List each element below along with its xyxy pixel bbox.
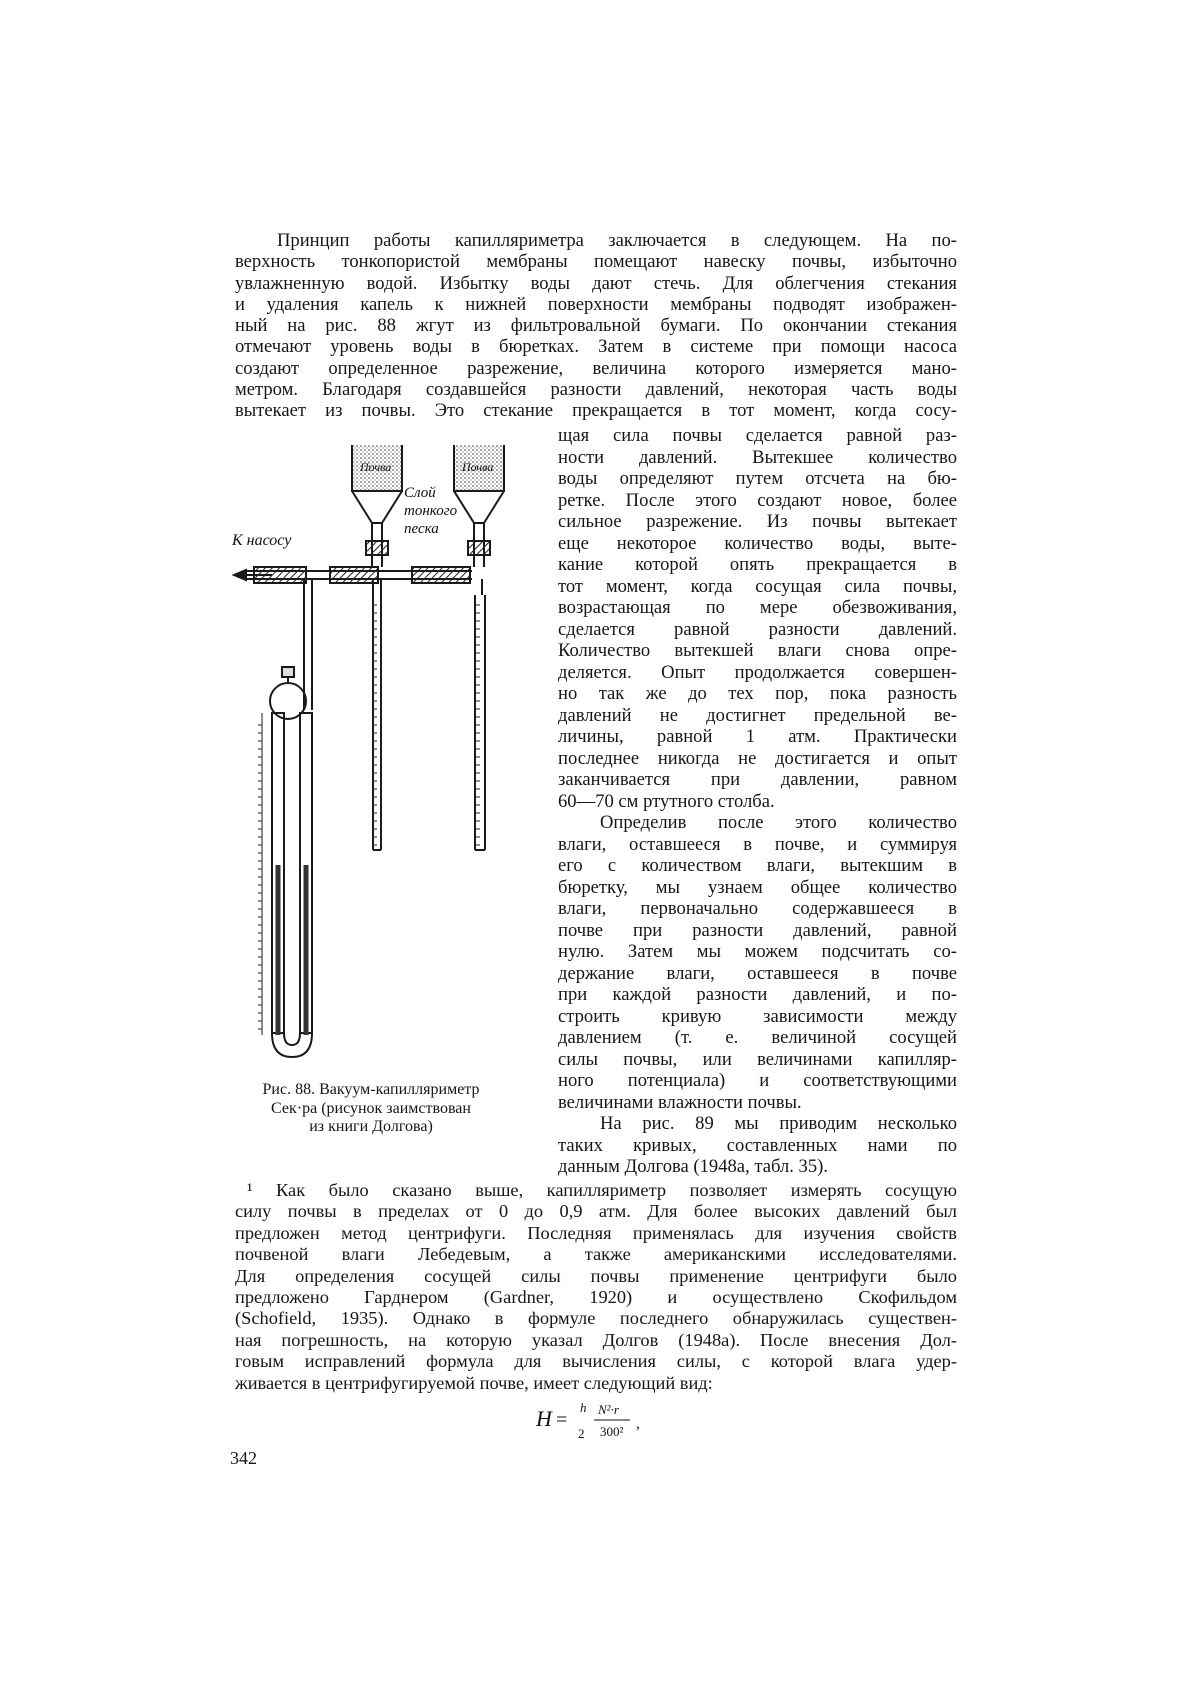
soil-label-right: Почва [462,460,494,474]
intro-line: создают определенное разрежение, величина которого измеряется мано- [235,357,957,379]
right-column-line: 60—70 см ртутного столба. [558,790,775,812]
intro-line: верхность тонкопористой мембраны помещают навеску почвы, избыточно [235,251,957,273]
caption-line: Рис. 88. Вакуум-капилляриметр [262,1081,480,1098]
right-column-line: последнее никогда не достигается и опыт [558,747,957,769]
right-column-line: нулю. Затем мы можем подсчитать со- [558,941,957,962]
figure-vacuum-capillarimeter [232,445,552,1075]
right-column-line: данным Долгова (1948а, табл. 35). [558,1156,828,1177]
footnote-line: ¹ Как было сказано выше, капилляриметр позволяет измерять сосущую [247,1180,957,1200]
intro-line: увлажненную водой. Избытку воды дают стечь. Для облегчения стекания [235,272,957,294]
right-column-line: таких кривых, составленных нами по [558,1134,957,1156]
right-column-line: сильное разрежение. Из почвы вытекает [558,511,957,532]
footnote-line: Для определения сосущей силы почвы применение центрифуги было [235,1265,957,1286]
intro-line: ный на рис. 88 жгут из фильтровальной бумаги. По окончании стекания [235,315,957,337]
footnote-line: почвеной влаги Лебедевым, а также американскими исследователями. [235,1244,957,1265]
right-column-line: ного потенциала) и соответствующими [558,1070,957,1091]
right-column-line: величинами влажности почвы. [558,1091,802,1113]
sand-label-line1: Слой [404,485,436,501]
sand-label-line3: песка [404,521,439,537]
right-column-line: На рис. 89 мы приводим несколько [600,1113,957,1134]
right-column-line: влаги, оставшееся в почве, и суммируя [558,833,957,855]
formula-n2: N²·r [598,1402,619,1417]
right-column-line: при каждой разности давлений, и по- [558,984,957,1005]
capillarimeter-drawing [232,445,552,1075]
right-column-line: тот момент, когда сосущая сила почвы, [558,575,957,597]
right-column-line: возрастающая по мере обезвоживания, [558,597,957,618]
formula-n1: h [580,1400,587,1415]
footnote [235,1180,957,1394]
right-column-line: но так же до тех пор, пока разность [558,683,957,704]
right-column-line: сделается равной разности давлений. [558,618,957,640]
formula-d1: 2 [578,1426,585,1441]
right-column-line: давлений не достигнет предельной ве- [558,704,957,726]
footnote-line: силу почвы в пределах от 0 до 0,9 атм. Для более высоких давлений был [235,1201,957,1222]
intro-line: Принцип работы капилляриметра заключается в следующем. На по- [277,230,957,251]
footnote-line: ная погрешность, на которую указал Долгов (1948а). После внесения Дол- [235,1329,957,1350]
right-column-line: деляется. Опыт продолжается совершен- [558,661,957,683]
right-column-line: воды определяют путем отсчета на бю- [558,468,957,489]
right-column-line: бюретку, мы узнаем общее количество [558,876,957,898]
intro-paragraph [235,230,957,422]
right-column-line: Определив после этого количество [600,812,957,833]
sand-label-line2: тонкого [404,503,458,519]
caption-line: Сек·ра (рисунок заимствован [271,1099,471,1117]
right-column-line: щая сила почвы сделается равной раз- [558,425,957,446]
formula-d2: 300² [600,1424,624,1439]
intro-line: вытекает из почвы. Это стекание прекращается в тот момент, когда сосу- [235,400,957,422]
page-number: 342 [230,1448,257,1468]
right-column-line: личины, равной 1 атм. Практически [558,726,957,747]
figure-caption [246,1081,496,1137]
centrifuge-formula [536,1392,656,1448]
right-column-line: влаги, первоначально содержавшееся в [558,898,957,919]
right-column-line: ности давлений. Вытекшее количество [558,446,957,468]
right-column-line: кание которой опять прекращается в [558,554,957,575]
caption-line: из книги Долгова) [309,1118,433,1135]
footnote-line: предложен метод центрифуги. Последняя применялась для изучения свойств [235,1222,957,1243]
pump-label: К насосу [232,532,292,549]
right-column-text [558,425,957,1178]
intro-line: отмечают уровень воды в бюретках. Затем в системе при помощи насоса [235,336,957,358]
right-column-line: еще некоторое количество воды, выте- [558,532,957,554]
right-column-line: заканчивается при давлении, равном [558,769,957,790]
right-column-line: держание влаги, оставшееся в почве [558,962,957,984]
right-column-line: строить кривую зависимости между [558,1005,957,1027]
footnote-line: (Schofield, 1935). Однако в формуле последнего обнаружилась существен- [235,1308,957,1329]
formula-lhs: H [536,1406,552,1431]
footnote-line: говым исправлений формула для вычисления силы, с которой влага удер- [235,1351,957,1372]
intro-line: и удаления капель к нижней поверхности мембраны подводят изображен- [235,293,957,315]
footnote-line: живается в центрифугируемой почве, имеет следующий вид: [235,1372,713,1393]
formula-eq: = [556,1409,568,1431]
formula-tail: , [636,1415,640,1432]
right-column-line: силы почвы, или величинами капилляр- [558,1048,957,1070]
right-column-line: почве при разности давлений, равной [558,919,957,941]
footnote-line: предложено Гарднером (Gardner, 1920) и осуществлено Скофильдом [235,1287,957,1308]
right-column-line: ретке. После этого создают новое, более [558,489,957,511]
intro-line: метром. Благодаря создавшейся разности давлений, некоторая часть воды [235,379,957,401]
right-column-line: давлением (т. е. величиной сосущей [558,1027,957,1048]
right-column-line: его с количеством влаги, вытекшим в [558,855,957,876]
soil-label-left: Почва [360,460,392,474]
right-column-line: Количество вытекшей влаги снова опре- [558,640,957,661]
